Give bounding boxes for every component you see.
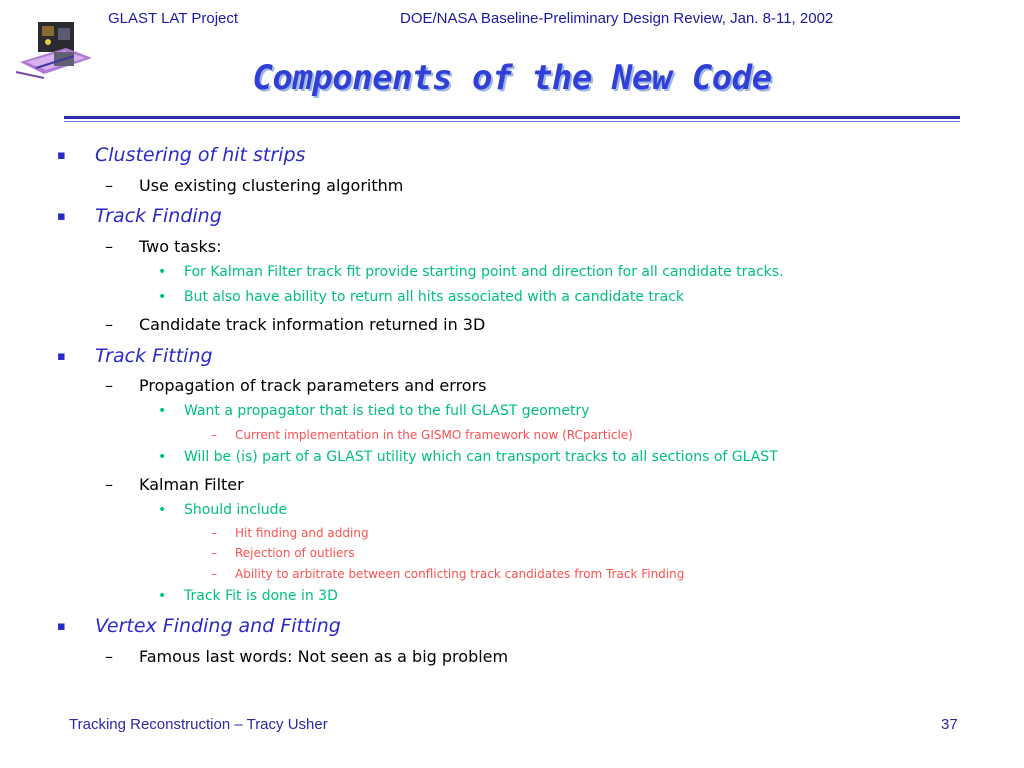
dash-bullet-icon: –: [105, 176, 113, 195]
sub-bullet-famous-last-words: [105, 647, 509, 666]
sub-bullet-propagation: [105, 376, 487, 395]
dash-bullet-icon: –: [211, 546, 217, 560]
dot-bullet-icon: •: [158, 502, 167, 518]
sub-sub-bullet-should-include: [158, 502, 288, 518]
detail-bullet-hit-finding: [211, 526, 369, 540]
header-review: DOE/NASA Baseline-Preliminary Design Review, Jan. 8-11, 2002: [400, 10, 834, 27]
sub-bullet-candidate-3d: [105, 315, 486, 334]
slide-title: Components of the New Code: [252, 58, 772, 98]
dash-bullet-icon: –: [105, 237, 113, 256]
bullet-text: Famous last words: Not seen as a big problem: [139, 647, 509, 666]
sub-sub-bullet-fit-3d: [158, 588, 338, 604]
square-bullet-icon: ▪: [57, 349, 66, 364]
sub-sub-bullet-glast-utility: [158, 449, 778, 465]
dash-bullet-icon: –: [105, 315, 113, 334]
bullet-text: Will be (is) part of a GLAST utility which can transport tracks to all sections of GLAST: [184, 449, 778, 465]
sub-sub-bullet-return-hits: [158, 289, 685, 305]
bullet-text: Two tasks:: [139, 237, 222, 256]
bullet-text: But also have ability to return all hits associated with a candidate track: [184, 289, 685, 305]
dot-bullet-icon: •: [158, 264, 167, 280]
detail-bullet-arbitrate: [211, 567, 685, 581]
square-bullet-icon: ▪: [57, 148, 66, 163]
detail-bullet-gismo: [211, 428, 633, 442]
dash-bullet-icon: –: [105, 647, 113, 666]
dot-bullet-icon: •: [158, 449, 167, 465]
bullet-text: Current implementation in the GISMO framework now (RCparticle): [235, 428, 633, 442]
bullet-text: Track Fit is done in 3D: [184, 588, 338, 604]
dot-bullet-icon: •: [158, 588, 167, 604]
header-project: GLAST LAT Project: [108, 10, 239, 27]
bullet-text: Should include: [184, 502, 288, 518]
sub-bullet-clustering-algorithm: [105, 176, 404, 195]
bullet-vertex-finding: [57, 615, 341, 637]
sub-sub-bullet-kalman-start: [158, 264, 784, 280]
bullet-text: Propagation of track parameters and errors: [139, 376, 487, 395]
square-bullet-icon: ▪: [57, 209, 66, 224]
bullet-text: Track Fitting: [95, 345, 213, 367]
dot-bullet-icon: •: [158, 403, 167, 419]
bullet-track-fitting: [57, 345, 213, 367]
bullet-clustering: [57, 144, 306, 166]
dash-bullet-icon: –: [105, 376, 113, 395]
dash-bullet-icon: –: [211, 567, 217, 581]
bullet-text: Use existing clustering algorithm: [139, 176, 404, 195]
bullet-text: Hit finding and adding: [235, 526, 369, 540]
bullet-text: Track Finding: [95, 205, 222, 227]
sub-bullet-two-tasks: [105, 237, 222, 256]
bullet-text: Ability to arbitrate between conflicting track candidates from Track Finding: [235, 567, 685, 581]
bullet-track-finding: [57, 205, 222, 227]
page-number: 37: [941, 716, 958, 733]
dash-bullet-icon: –: [105, 475, 113, 494]
bullet-text: Candidate track information returned in 3D: [139, 315, 486, 334]
square-bullet-icon: ▪: [57, 619, 66, 634]
bullet-text: Want a propagator that is tied to the full GLAST geometry: [184, 403, 590, 419]
dash-bullet-icon: –: [211, 428, 217, 442]
bullet-text: Rejection of outliers: [235, 546, 355, 560]
bullet-text: Vertex Finding and Fitting: [95, 615, 341, 637]
bullet-text: Kalman Filter: [139, 475, 244, 494]
sub-sub-bullet-propagator: [158, 403, 590, 419]
dash-bullet-icon: –: [211, 526, 217, 540]
detail-bullet-outliers: [211, 546, 355, 560]
sub-bullet-kalman-filter: [105, 475, 244, 494]
bullet-text: Clustering of hit strips: [95, 144, 306, 166]
bullet-text: For Kalman Filter track fit provide starting point and direction for all candidate tracks.: [184, 264, 784, 280]
dot-bullet-icon: •: [158, 289, 167, 305]
footer-author: Tracking Reconstruction – Tracy Usher: [69, 716, 328, 733]
